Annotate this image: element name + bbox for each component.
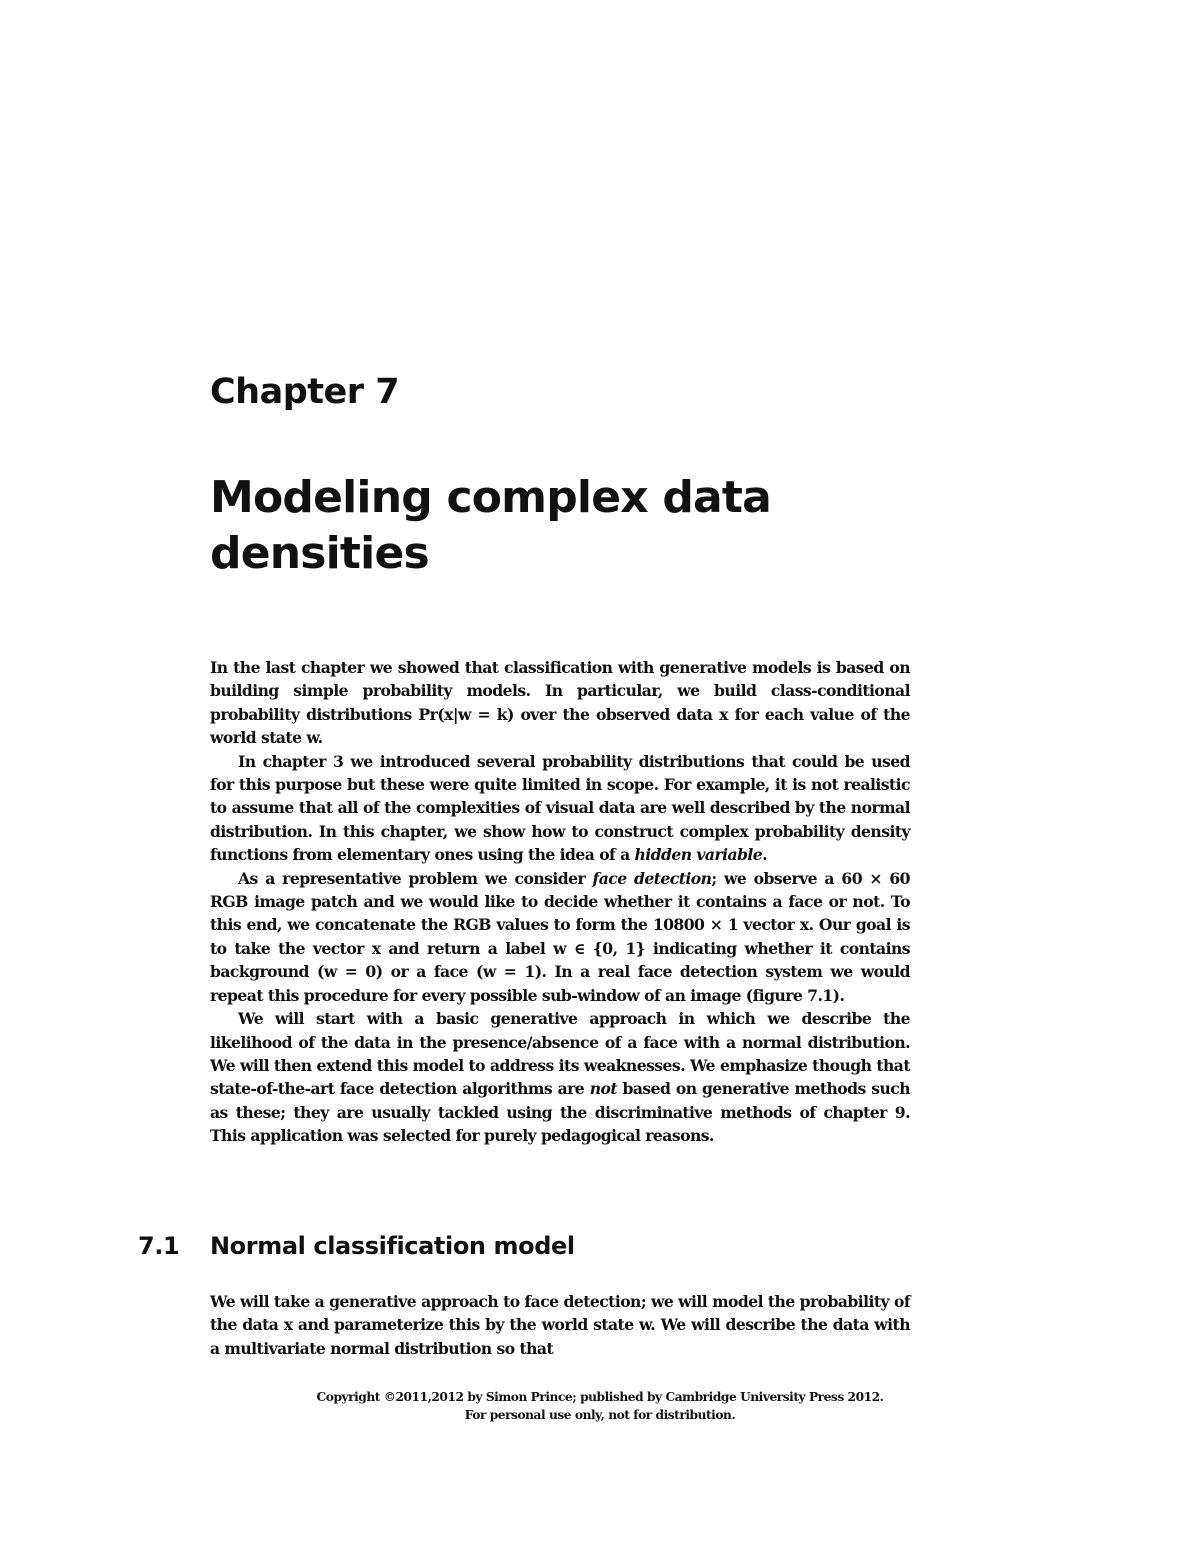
intro-paragraph-1: In the last chapter we showed that classification with generative models is based on building simple probability models. In particular, we build class-conditional probability distributions Pr(x|w = k) over the observed data x for each value of the world state w. — [210, 658, 910, 748]
intro-paragraph-4-text: based on generative methods such as these; they are usually tackled using the discriminative methods of chapter 9. This application was selected for purely pedagogical reasons. — [210, 1079, 910, 1146]
intro-paragraph-2-end: . — [762, 845, 768, 865]
intro-paragraph-2-text: In chapter 3 we introduced several probability distributions that could be used for this purpose but these were quite limited in scope. For example, it is not realistic to assume that all of the complexities of visual data are well described by the normal distribution. In this chapter, we show how to construct complex probability density functions from elementary ones using the idea of a — [210, 751, 910, 865]
face-detection-term: face detection — [592, 868, 712, 888]
intro-paragraph-3-start: As a representative problem we consider — [238, 868, 593, 888]
copyright-footer — [210, 1388, 990, 1424]
intro-text — [210, 656, 910, 1148]
section-number: 7.1 — [138, 1232, 180, 1260]
chapter-label: Chapter 7 — [210, 372, 400, 412]
section-paragraph-1: We will take a generative approach to face detection; we will model the probability of the data x and parameterize this by the world state w. We will describe the data with a multivariate normal distribution so that — [210, 1292, 910, 1358]
distribution-notice: For personal use only, not for distribution. — [464, 1408, 736, 1422]
section-heading — [138, 1232, 575, 1260]
section-title: Normal classification model — [210, 1232, 575, 1260]
intro-paragraph-4-start: We will start with a basic generative approach in which we describe the likelihood of the data in the presence/absence of a face with a normal distribution. We will then extend this model to address its weaknesses. We emphasize though that state-of-the-art face detection algorithms are — [210, 1009, 910, 1099]
section-text — [210, 1290, 910, 1360]
copyright-line: Copyright ©2011,2012 by Simon Prince; published by Cambridge University Press 2012. — [316, 1390, 884, 1404]
intro-paragraph-3-text: ; we observe a 60 × 60 RGB image patch and we would like to decide whether it contains a face or not. To this end, we concatenate the RGB values to form the 10800 × 1 vector x. Our goal is to take the vector x and return a label w ∈ {0, 1} indicating whether it contains background (w = 0) or a face (w = 1). In a real face detection system we would repeat this procedure for every possible sub-window of an image (figure 7.1). — [210, 868, 910, 1005]
intro-paragraph-2 — [210, 750, 910, 867]
hidden-variable-term: hidden variable — [634, 845, 763, 865]
intro-paragraph-4 — [210, 1007, 910, 1147]
chapter-title: Modeling complex data densities — [210, 472, 772, 579]
intro-paragraph-3 — [210, 867, 910, 1007]
not-emphasis: not — [589, 1079, 617, 1099]
